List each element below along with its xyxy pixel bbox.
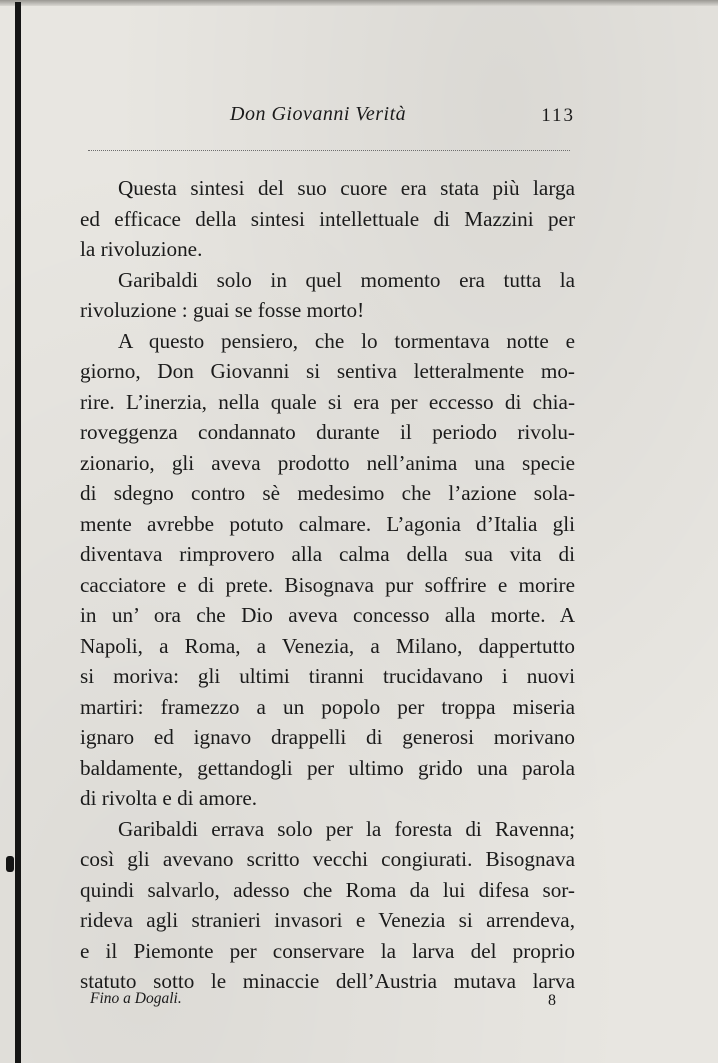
text-line: ed efficace della sintesi intellettuale di Mazzini per: [80, 206, 575, 231]
text-line: così gli avevano scritto vecchi congiurati. Bisognava: [80, 847, 575, 871]
text-line: si moriva: gli ultimi tiranni trucidavano i nuovi: [80, 664, 575, 688]
text-line: zionario, gli aveva prodotto nell’anima una specie: [80, 450, 575, 475]
text-line: Garibaldi solo in quel momento era tutta la: [118, 267, 575, 292]
text-line: rivoluzione : guai se fosse morto!: [80, 298, 365, 322]
text-line: la rivoluzione.: [80, 237, 203, 261]
binding-mark: [6, 856, 14, 872]
body-text: [80, 173, 575, 997]
text-line: Napoli, a Roma, a Venezia, a Milano, dappertutto: [80, 633, 575, 658]
page-footer: [80, 990, 575, 1014]
text-line: Garibaldi errava solo per la foresta di Ravenna;: [118, 816, 575, 841]
header-rule: [88, 150, 570, 151]
text-line: in un’ ora che Dio aveva concesso alla morte. A: [80, 603, 575, 627]
text-line: Questa sintesi del suo cuore era stata più larga: [118, 176, 575, 200]
text-line: baldamente, gettandogli per ultimo grido una parola: [80, 755, 575, 780]
page-top-edge: [0, 0, 718, 6]
binding-spine-line: [15, 2, 21, 1063]
text-line: di sdegno contro sè medesimo che l’azione sola-: [80, 481, 575, 505]
signature-title: Fino a Dogali.: [90, 990, 182, 1007]
text-line: ignaro ed ignavo drappelli di generosi morivano: [80, 725, 575, 749]
text-line: A questo pensiero, che lo tormentava notte e: [118, 328, 575, 353]
text-line: quindi salvarlo, adesso che Roma da lui difesa sor-: [80, 877, 575, 902]
text-line: statuto sotto le minaccie dell’Austria mutava larva: [80, 969, 575, 993]
text-line: roveggenza condannato durante il periodo rivolu-: [80, 420, 575, 444]
text-line: martiri: framezzo a un popolo per troppa miseria: [80, 694, 575, 719]
text-line: diventava rimprovero alla calma della sua vita di: [80, 542, 575, 566]
running-title: Don Giovanni Verità: [230, 103, 407, 125]
text-line: e il Piemonte per conservare la larva del proprio: [80, 938, 575, 963]
text-line: rideva agli stranieri invasori e Venezia si arrendeva,: [80, 908, 575, 932]
signature-mark: 8: [548, 992, 556, 1009]
text-line: rire. L’inerzia, nella quale si era per eccesso di chia-: [80, 389, 575, 414]
text-line: di rivolta e di amore.: [80, 786, 258, 810]
text-line: cacciatore e di prete. Bisognava pur soffrire e morire: [80, 572, 575, 597]
running-head: [80, 103, 575, 133]
page-number: 113: [541, 105, 575, 126]
text-line: mente avrebbe potuto calmare. L’agonia d’Italia gli: [80, 511, 575, 536]
text-line: giorno, Don Giovanni si sentiva letteralmente mo-: [80, 359, 575, 383]
